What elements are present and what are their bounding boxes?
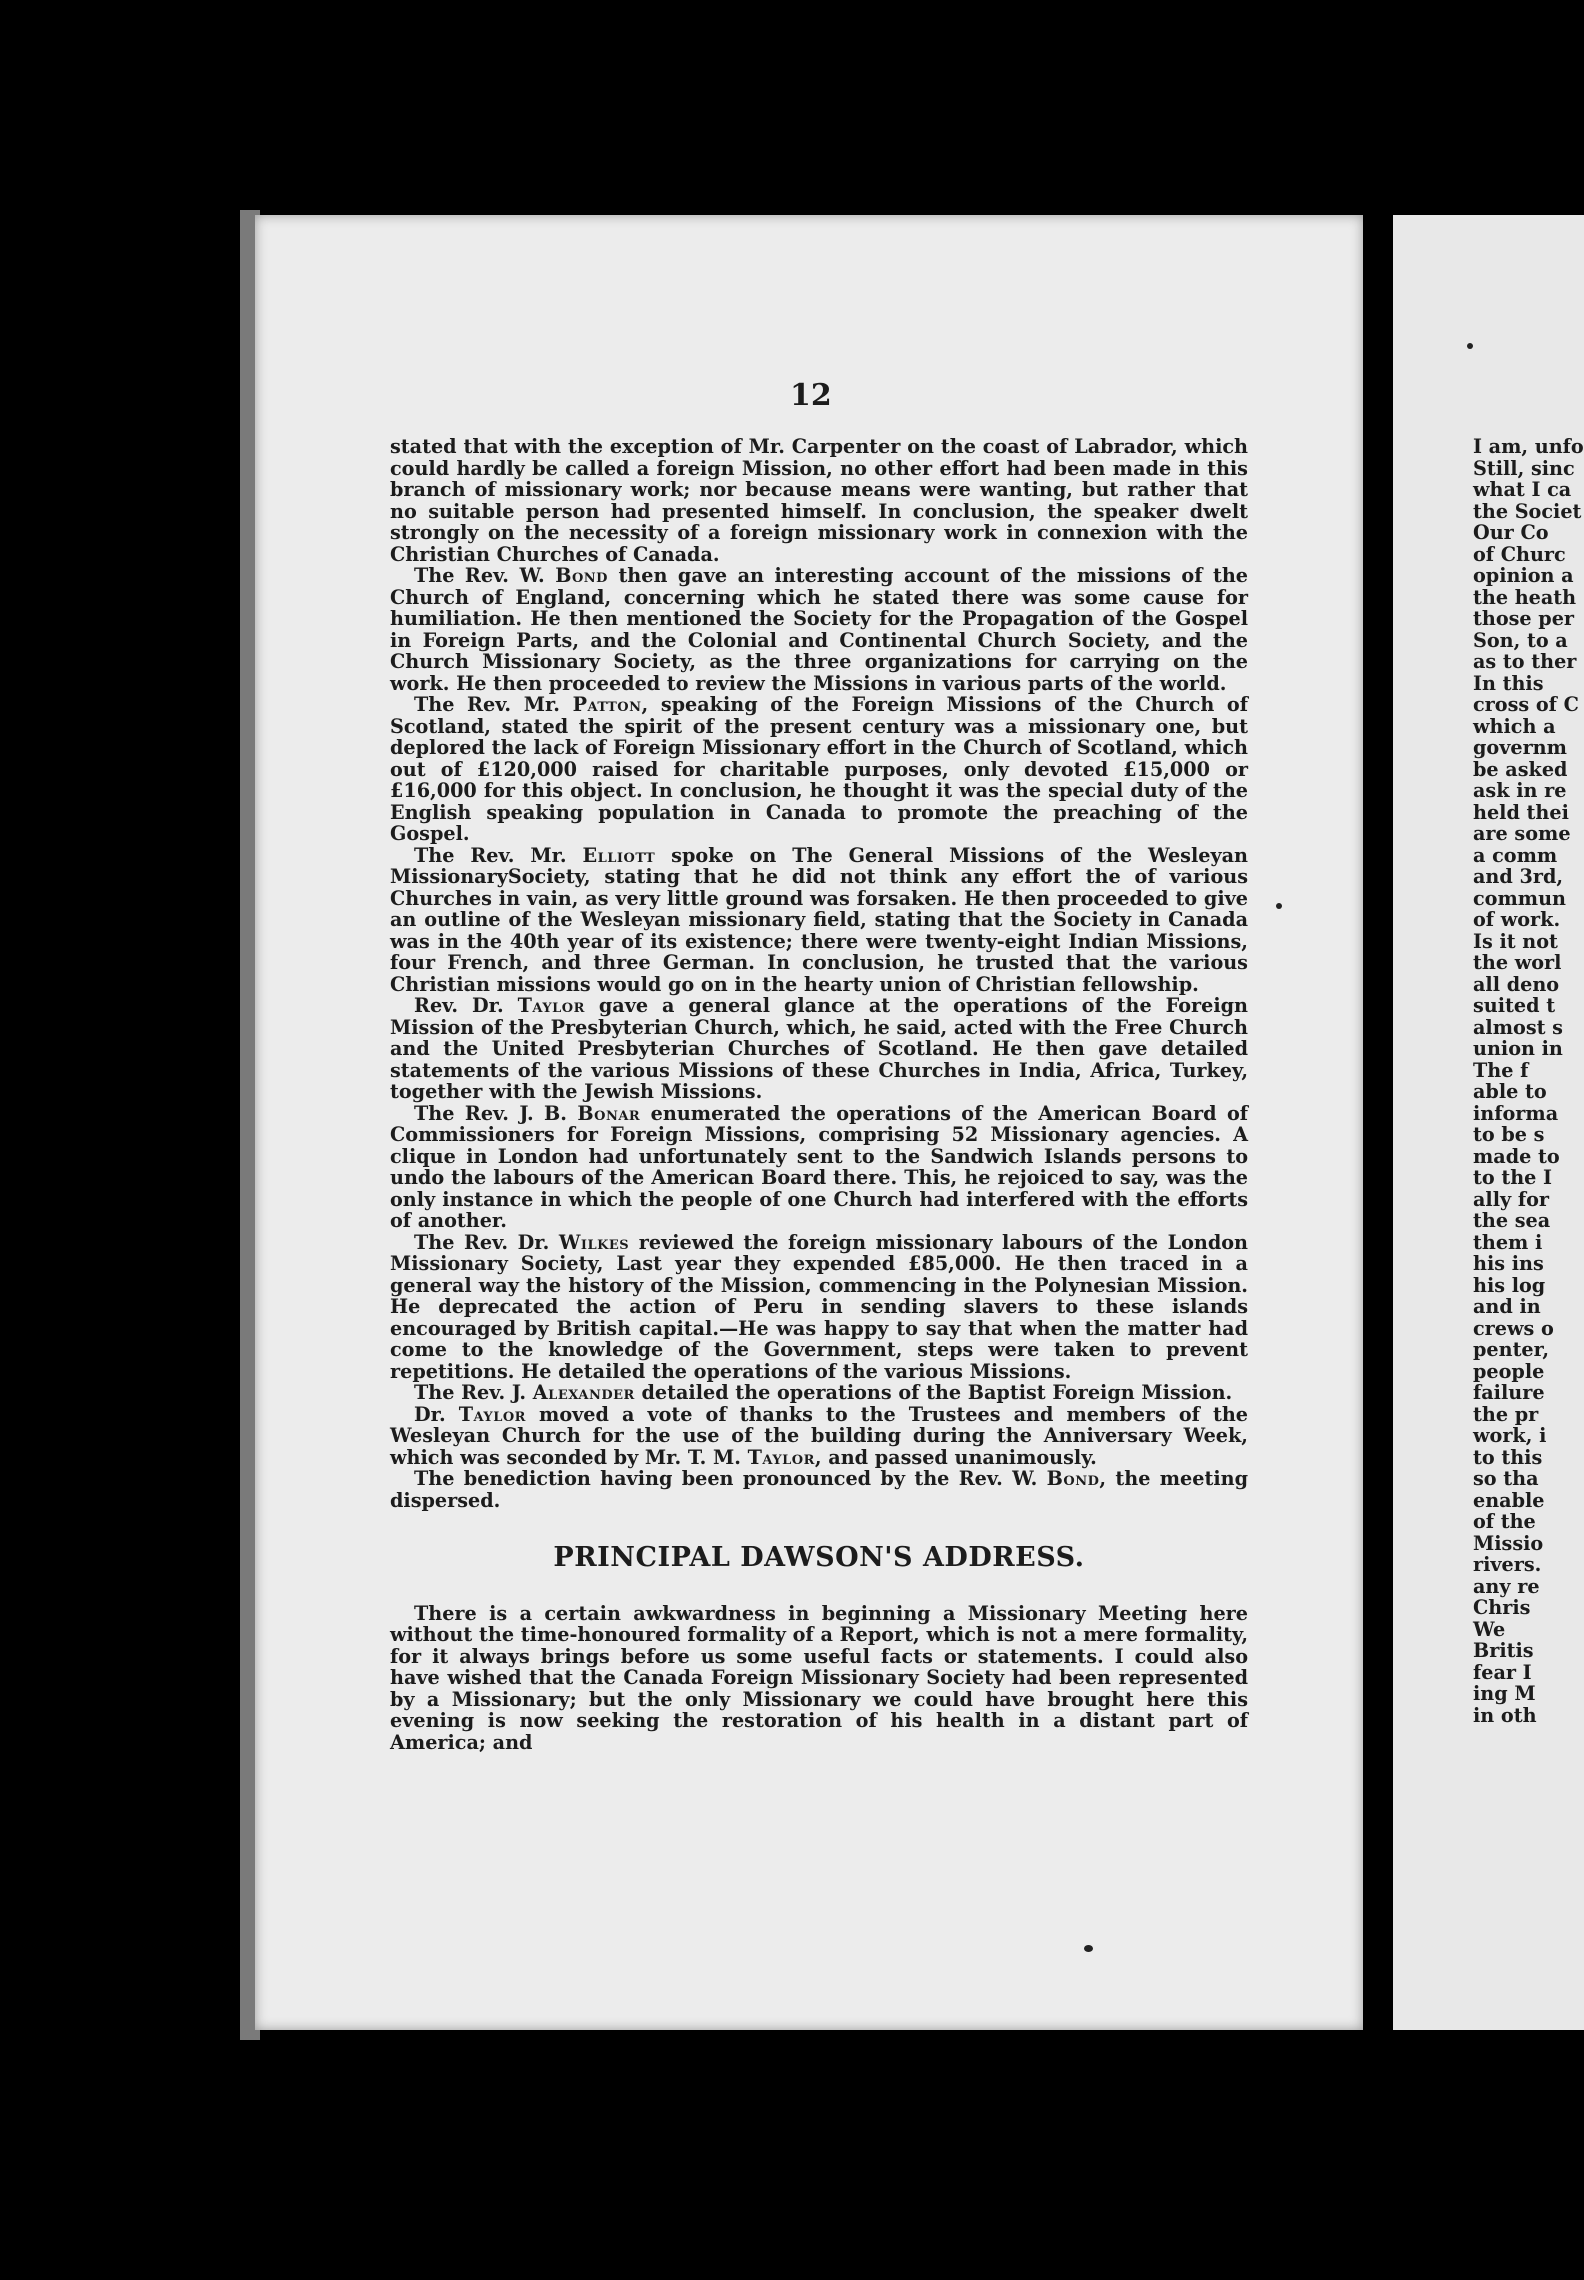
right-page-text [1473,436,1584,1726]
speck-mark [1084,1945,1093,1952]
right-page-line: and 3rd, [1473,865,1564,888]
right-page-line: ask in re [1473,779,1567,802]
speck-mark [1467,343,1473,349]
right-page-line: to be s [1473,1123,1545,1146]
right-page-line: people [1473,1359,1545,1383]
right-page-line: fear I [1473,1660,1532,1684]
right-page-line: all deno [1473,972,1560,996]
right-page-line: informa [1473,1101,1559,1125]
right-page-line: Britis [1473,1639,1534,1662]
section-heading: PRINCIPAL DAWSON'S ADDRESS. [553,1542,1085,1573]
right-page-line: opinion a [1473,564,1574,587]
right-page-line: able to [1473,1080,1547,1103]
right-page-line: in oth [1473,1703,1537,1727]
right-page-line: a comm [1473,843,1558,867]
right-page-line: ally for [1473,1187,1550,1211]
right-page-line: held thei [1473,800,1569,824]
right-page-line: to this [1473,1445,1543,1469]
right-page-line: his log [1473,1273,1546,1297]
right-page-line: crews o [1473,1316,1554,1340]
right-page-line: I am, unfo [1473,435,1584,458]
right-page-line: made to [1473,1144,1560,1168]
right-page-line: his ins [1473,1252,1544,1275]
right-page-line: failure [1473,1381,1545,1404]
right-page-line: are some [1473,822,1571,845]
right-page-line: what I ca [1473,478,1572,501]
right-page-line: them i [1473,1230,1543,1254]
speaker-name: Patton [572,693,642,716]
speaker-name: Taylor [458,1402,526,1426]
right-page-line: penter, [1473,1338,1550,1361]
report-paragraph: The Rev. J. Alexander detailed the operations of the Baptist Foreign Mission. [414,1381,1233,1404]
right-page-line: Is it not [1473,929,1558,953]
report-paragraph: The Rev. J. B. Bonar enumerated the operations of the American Board of Commissioners for Foreign Missions, comprising 52 Missionary agencies. A clique in London had unfortunately sent to the Sandwich Islands persons to undo the labours of the American Board there. This, he rejoiced to say, was the only instance in which the people of one Church had interfered with the efforts of another. [390,1101,1249,1232]
meeting-report [390,436,1248,1511]
right-page-line: so tha [1473,1467,1539,1490]
right-page-line: the worl [1473,951,1562,974]
right-page-line: In this [1473,671,1544,695]
right-page-line: and in [1473,1295,1541,1318]
speaker-name: Taylor [747,1445,815,1469]
right-page-line: of the [1473,1510,1536,1533]
right-page-line: commun [1473,886,1566,910]
right-page-line: suited t [1473,994,1556,1017]
right-page-line: Son, to a [1473,628,1568,652]
report-paragraph: stated that with the exception of Mr. Carpenter on the coast of Labrador, which could hardly be called a foreign Mission, no other effort had been made in this branch of missionary work; nor because means were wanting, but rather that no suitable person had presented himself. In conclusion, the speaker dwelt strongly on the necessity of a foreign missionary work in connexion with the Christian Churches of Canada. [390,435,1248,566]
right-page-line: union in [1473,1037,1563,1060]
right-page-line: to the I [1473,1166,1553,1189]
right-page-line: any re [1473,1574,1540,1598]
right-page-line: be asked [1473,757,1568,781]
right-page-line: the sea [1473,1209,1551,1232]
report-paragraph: The Rev. Mr. Elliott spoke on The General Missions of the Wesleyan MissionarySociety, stating that he did not think any effort the of various Churches in vain, as very little ground was forsaken. He then proceeded to give an outline of the Wesleyan missionary field, stating that the Society in Canada was in the 40th year of its existence; there were twenty-eight Indian Missions, four French, and three German. In conclusion, he trusted that the various Christian missions would go on in the hearty union of Christian fellowship. [390,843,1248,996]
speaker-name: Bond [1046,1467,1100,1490]
right-page-line: governm [1473,736,1567,759]
right-page-line: Still, sinc [1473,456,1575,480]
right-page-line: those per [1473,607,1575,630]
right-page-line: Missio [1473,1531,1544,1555]
right-page-line: Chris [1473,1596,1531,1619]
report-paragraph: The benediction having been pronounced by the Rev. W. Bond, the meeting dispersed. [390,1467,1248,1512]
address-paragraph: There is a certain awkwardness in beginning a Missionary Meeting here without the time-honoured formality of a Report, which is not a mere formality, for it always brings before us some useful facts or statements. I could also have wished that the Canada Foreign Missionary Society had been represented by a Missionary; but the only Missionary we could have brought here this evening is now seeking the restoration of his health in a distant part of America; and [390,1601,1248,1754]
right-page-line: of work. [1473,908,1561,931]
right-page-line: the Societ [1473,499,1582,523]
page-gutter [1363,200,1393,2040]
right-page-line: as to ther [1473,650,1577,673]
right-page-line: rivers. [1473,1553,1542,1576]
report-paragraph: Dr. Taylor moved a vote of thanks to the Trustees and members of the Wesleyan Church for the use of the building during the Anniversary Week, which was seconded by Mr. T. M. Taylor, and passed unanimously. [390,1402,1248,1469]
speaker-name: Taylor [517,994,585,1017]
speaker-name: Elliott [582,843,656,867]
document-body [390,436,1248,1753]
report-paragraph: Rev. Dr. Taylor gave a general glance at the operations of the Foreign Mission of the Presbyterian Church, which, he said, acted with the Free Church and the United Presbyterian Churches of Scotland. He then gave detailed statements of the various Missions of these Churches in India, Africa, Turkey, together with the Jewish Missions. [390,994,1249,1103]
right-page-line: the pr [1473,1402,1539,1426]
page-number: 12 [790,378,832,413]
report-paragraph: The Rev. W. Bond then gave an interesting account of the missions of the Church of England, concerning which he stated there was some cause for humiliation. He then mentioned the Society for the Propagation of the Gospel in Foreign Parts, and the Colonial and Continental Church Society, and the Church Missionary Society, as the three organizations for carrying on the work. He then proceeded to review the Missions in various parts of the world. [390,564,1248,695]
right-page-line: work, i [1473,1424,1547,1447]
right-page-line: which a [1473,714,1556,738]
speaker-name: Bond [555,564,608,587]
speaker-name: Wilkes [558,1230,630,1254]
right-page-line: ing M [1473,1682,1536,1705]
right-page-line: almost s [1473,1015,1563,1039]
speck-mark [1276,903,1282,909]
right-page-line: The f [1473,1058,1529,1082]
speaker-name: Alexander [532,1381,635,1404]
right-page-line: cross of C [1473,693,1579,716]
report-paragraph: The Rev. Dr. Wilkes reviewed the foreign missionary labours of the London Missionary Society, Last year they expended £85,000. He then traced in a general way the history of the Mission, commencing in the Polynesian Mission. He deprecated the action of Peru in sending slavers to these islands encouraged by British capital.—He was happy to say that when the matter had come to the knowledge of the Government, steps were taken to prevent repetitions. He detailed the operations of the various Missions. [390,1230,1248,1383]
right-page-line: of Churc [1473,542,1566,566]
right-page-line: Our Co [1473,521,1549,544]
speaker-name: Bonar [577,1101,641,1125]
right-page-line: the heath [1473,585,1577,609]
right-page-line: We [1473,1617,1506,1641]
right-page-line: enable [1473,1488,1545,1512]
report-paragraph: The Rev. Mr. Patton, speaking of the Foreign Missions of the Church of Scotland, stated the spirit of the present century was a missionary one, but deplored the lack of Foreign Missionary effort in the Church of Scotland, which out of £120,000 raised for charitable purposes, only devoted £15,000 or £16,000 for this object. In conclusion, he thought it was the special duty of the English speaking population in Canada to promote the preaching of the Gospel. [390,693,1248,845]
